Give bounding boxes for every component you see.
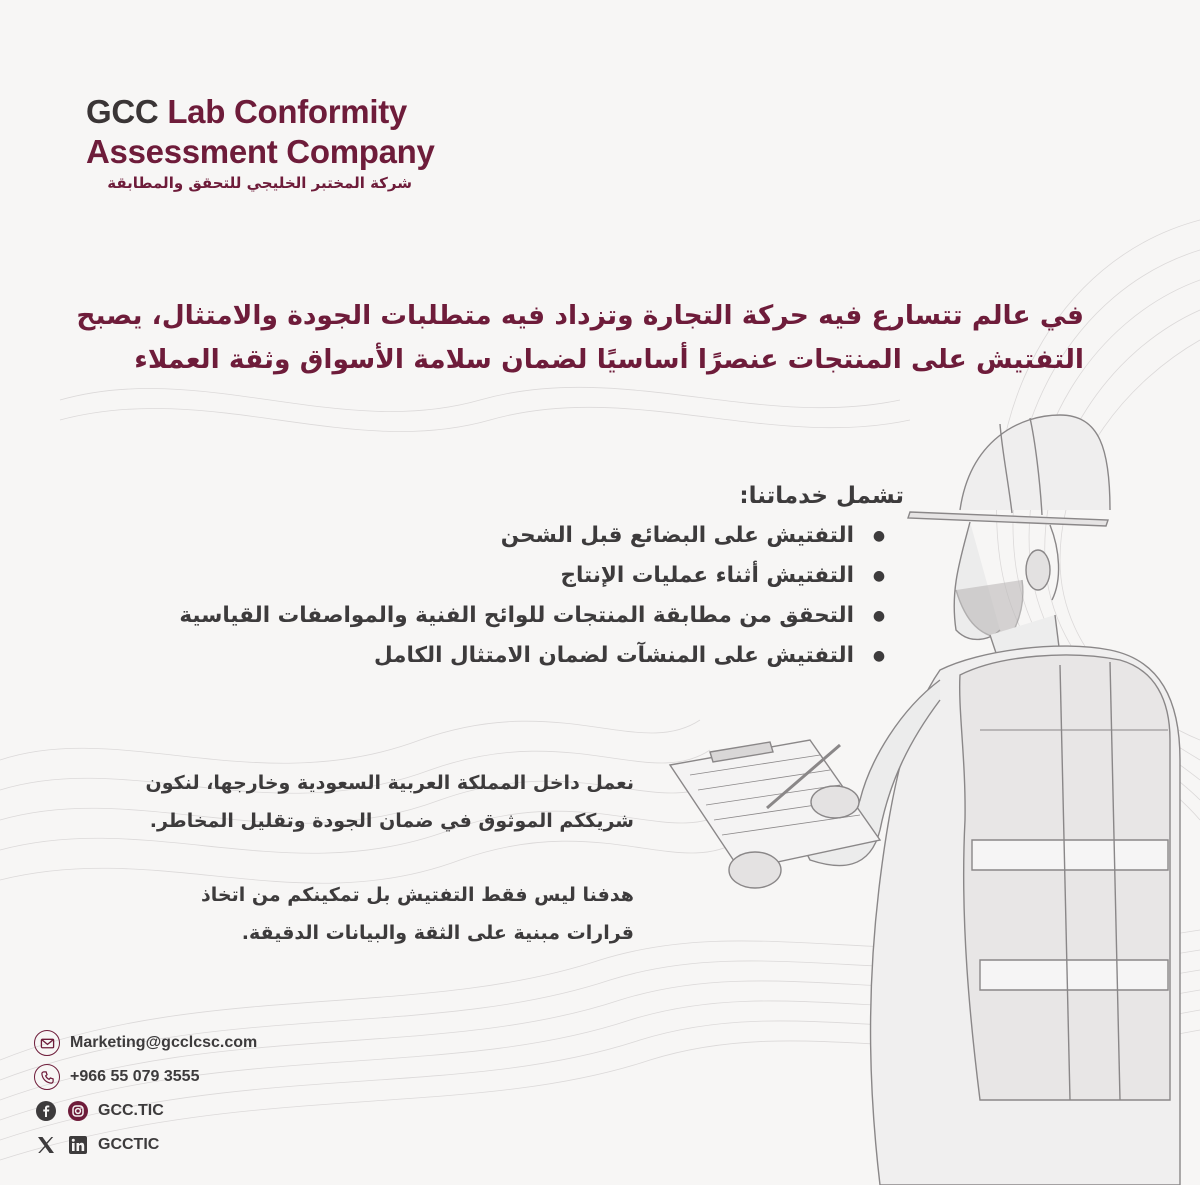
service-text: التفتيش أثناء عمليات الإنتاج (560, 563, 854, 588)
contact-email[interactable]: Marketing@gcclcsc.com (70, 1034, 258, 1051)
mail-icon (34, 1030, 60, 1056)
logo-line-1-rest: Lab Conformity (167, 93, 407, 130)
services-list (84, 516, 904, 676)
headline-line-1: في عالم تتسارع فيه حركة التجارة وتزداد فيه متطلبات الجودة والامتثال، يصبح (76, 300, 1084, 331)
logo-line-2: Assessment Company (86, 133, 435, 170)
logo-gcc: GCC (86, 93, 159, 130)
list-item (84, 596, 890, 636)
social-row-fb-ig (34, 1098, 257, 1124)
social-row-x-in (34, 1132, 257, 1158)
paragraph-line: هدفنا ليس فقط التفتيش بل تمكينكم من اتخاذ (200, 884, 634, 906)
contact-phone-row[interactable] (34, 1064, 257, 1090)
service-text: التحقق من مطابقة المنتجات للوائح الفنية والمواصفات القياسية (179, 603, 854, 628)
bullet-icon: ● (872, 648, 886, 664)
headline-line-2: التفتيش على المنتجات عنصرًا أساسيًا لضمان سلامة الأسواق وثقة العملاء (134, 344, 1084, 375)
service-text: التفتيش على المنشآت لضمان الامتثال الكامل (373, 643, 854, 668)
list-item (84, 516, 890, 556)
company-logo (86, 92, 435, 192)
paragraph-line: شريككم الموثوق في ضمان الجودة وتقليل المخاطر. (149, 810, 634, 832)
contact-email-row[interactable] (34, 1030, 257, 1056)
contact-block (34, 1030, 257, 1166)
x-twitter-icon[interactable] (34, 1133, 58, 1157)
list-item (84, 636, 890, 676)
social-handle-x-in[interactable]: GCCTIC (98, 1136, 160, 1153)
social-handle-fb-ig[interactable]: GCC.TIC (98, 1102, 164, 1119)
logo-line-1 (86, 92, 416, 132)
contact-phone[interactable]: +966 55 079 3555 (70, 1068, 200, 1085)
bullet-icon: ● (872, 568, 886, 584)
instagram-icon[interactable] (66, 1099, 90, 1123)
facebook-icon[interactable] (34, 1099, 58, 1123)
bullet-icon: ● (872, 528, 886, 544)
paragraph-operations (34, 764, 634, 840)
list-item (84, 556, 890, 596)
paragraph-goal (34, 876, 634, 952)
services-section (84, 478, 904, 676)
logo-arabic-name: شركة المختبر الخليجي للتحقق والمطابقة (107, 174, 412, 192)
services-title: تشمل خدماتنا: (739, 483, 904, 509)
paragraph-line: قرارات مبنية على الثقة والبيانات الدقيقة. (241, 922, 634, 944)
phone-icon (34, 1064, 60, 1090)
headline (74, 294, 1084, 382)
linkedin-icon[interactable] (66, 1133, 90, 1157)
paragraph-line: نعمل داخل المملكة العربية السعودية وخارجها، لنكون (145, 772, 634, 794)
bullet-icon: ● (872, 608, 886, 624)
service-text: التفتيش على البضائع قبل الشحن (500, 523, 854, 548)
